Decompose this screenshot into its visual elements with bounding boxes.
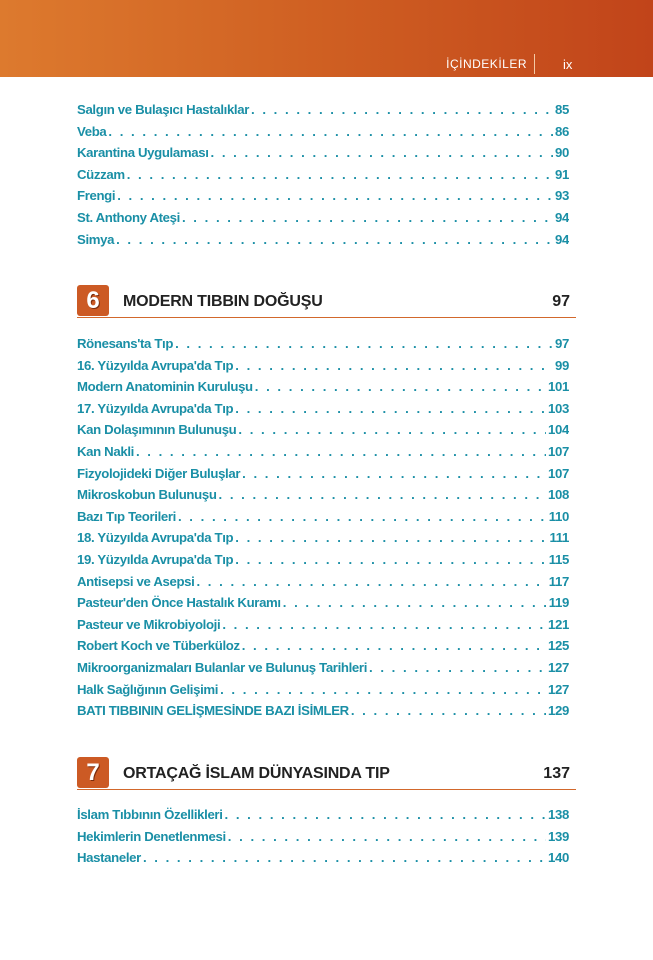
- toc-entry[interactable]: Kan Dolaşımının Bulunuşu . . . 104: [77, 422, 569, 444]
- toc-entry[interactable]: Pasteur ve Mikrobiyoloji . . . 121: [77, 617, 569, 639]
- toc-entry[interactable]: Fizyolojideki Diğer Buluşlar . . . 107: [77, 466, 569, 488]
- toc-entry[interactable]: St. Anthony Ateşi . . . 94: [77, 210, 569, 232]
- toc-entry[interactable]: Hastaneler . . . 140: [77, 850, 569, 872]
- chapter-number-badge: 6: [77, 285, 109, 316]
- section-label: İÇİNDEKİLER: [446, 57, 527, 71]
- header-divider: [534, 54, 535, 74]
- toc-entry[interactable]: Halk Sağlığının Gelişimi . . . 127: [77, 682, 569, 704]
- toc-entry[interactable]: Bazı Tıp Teorileri . . . 110: [77, 509, 569, 531]
- chapter-title: MODERN TIBBIN DOĞUŞU: [123, 293, 323, 310]
- toc-entry[interactable]: 18. Yüzyılda Avrupa'da Tıp . . . 111: [77, 530, 569, 552]
- toc-list-chapter-7: [77, 807, 569, 872]
- toc-entry[interactable]: Pasteur'den Önce Hastalık Kuramı . . . 119: [77, 595, 569, 617]
- toc-entry[interactable]: 19. Yüzyılda Avrupa'da Tıp . . . 115: [77, 552, 569, 574]
- toc-list-intro: [77, 102, 569, 253]
- toc-entry[interactable]: Robert Koch ve Tüberküloz . . . 125: [77, 638, 569, 660]
- chapter-page: 137: [543, 765, 570, 782]
- chapter-heading-6[interactable]: [77, 283, 576, 318]
- toc-entry[interactable]: Rönesans'ta Tıp . . . 97: [77, 336, 569, 358]
- page-header-bar: [0, 0, 653, 77]
- toc-entry[interactable]: Karantina Uygulaması . . . 90: [77, 145, 569, 167]
- toc-entry[interactable]: İslam Tıbbının Özellikleri . . . 138: [77, 807, 569, 829]
- toc-entry[interactable]: Mikroorganizmaları Bulanlar ve Bulunuş Tarihleri . . . 127: [77, 660, 569, 682]
- toc-entry[interactable]: BATI TIBBININ GELİŞMESİNDE BAZI İSİMLER . . . 129: [77, 703, 569, 725]
- toc-entry[interactable]: Kan Nakli . . . 107: [77, 444, 569, 466]
- chapter-heading-7[interactable]: [77, 755, 576, 790]
- chapter-page: 97: [552, 293, 570, 310]
- toc-entry[interactable]: Hekimlerin Denetlenmesi . . . 139: [77, 829, 569, 851]
- toc-entry[interactable]: Mikroskobun Bulunuşu . . . 108: [77, 487, 569, 509]
- toc-entry[interactable]: 16. Yüzyılda Avrupa'da Tıp . . . 99: [77, 358, 569, 380]
- toc-entry[interactable]: Modern Anatominin Kuruluşu . . . 101: [77, 379, 569, 401]
- toc-entry[interactable]: Simya . . . 94: [77, 232, 569, 254]
- chapter-title: ORTAÇAĞ İSLAM DÜNYASINDA TIP: [123, 765, 390, 782]
- toc-entry[interactable]: 17. Yüzyılda Avrupa'da Tıp . . . 103: [77, 401, 569, 423]
- toc-entry[interactable]: Cüzzam . . . 91: [77, 167, 569, 189]
- chapter-number-badge: 7: [77, 757, 109, 788]
- toc-entry[interactable]: Frengi . . . 93: [77, 188, 569, 210]
- toc-entry[interactable]: Salgın ve Bulaşıcı Hastalıklar . . . 85: [77, 102, 569, 124]
- toc-list-chapter-6: [77, 336, 569, 725]
- page-number: ix: [563, 57, 573, 72]
- toc-entry[interactable]: Veba . . . 86: [77, 124, 569, 146]
- toc-entry[interactable]: Antisepsi ve Asepsi . . . 117: [77, 574, 569, 596]
